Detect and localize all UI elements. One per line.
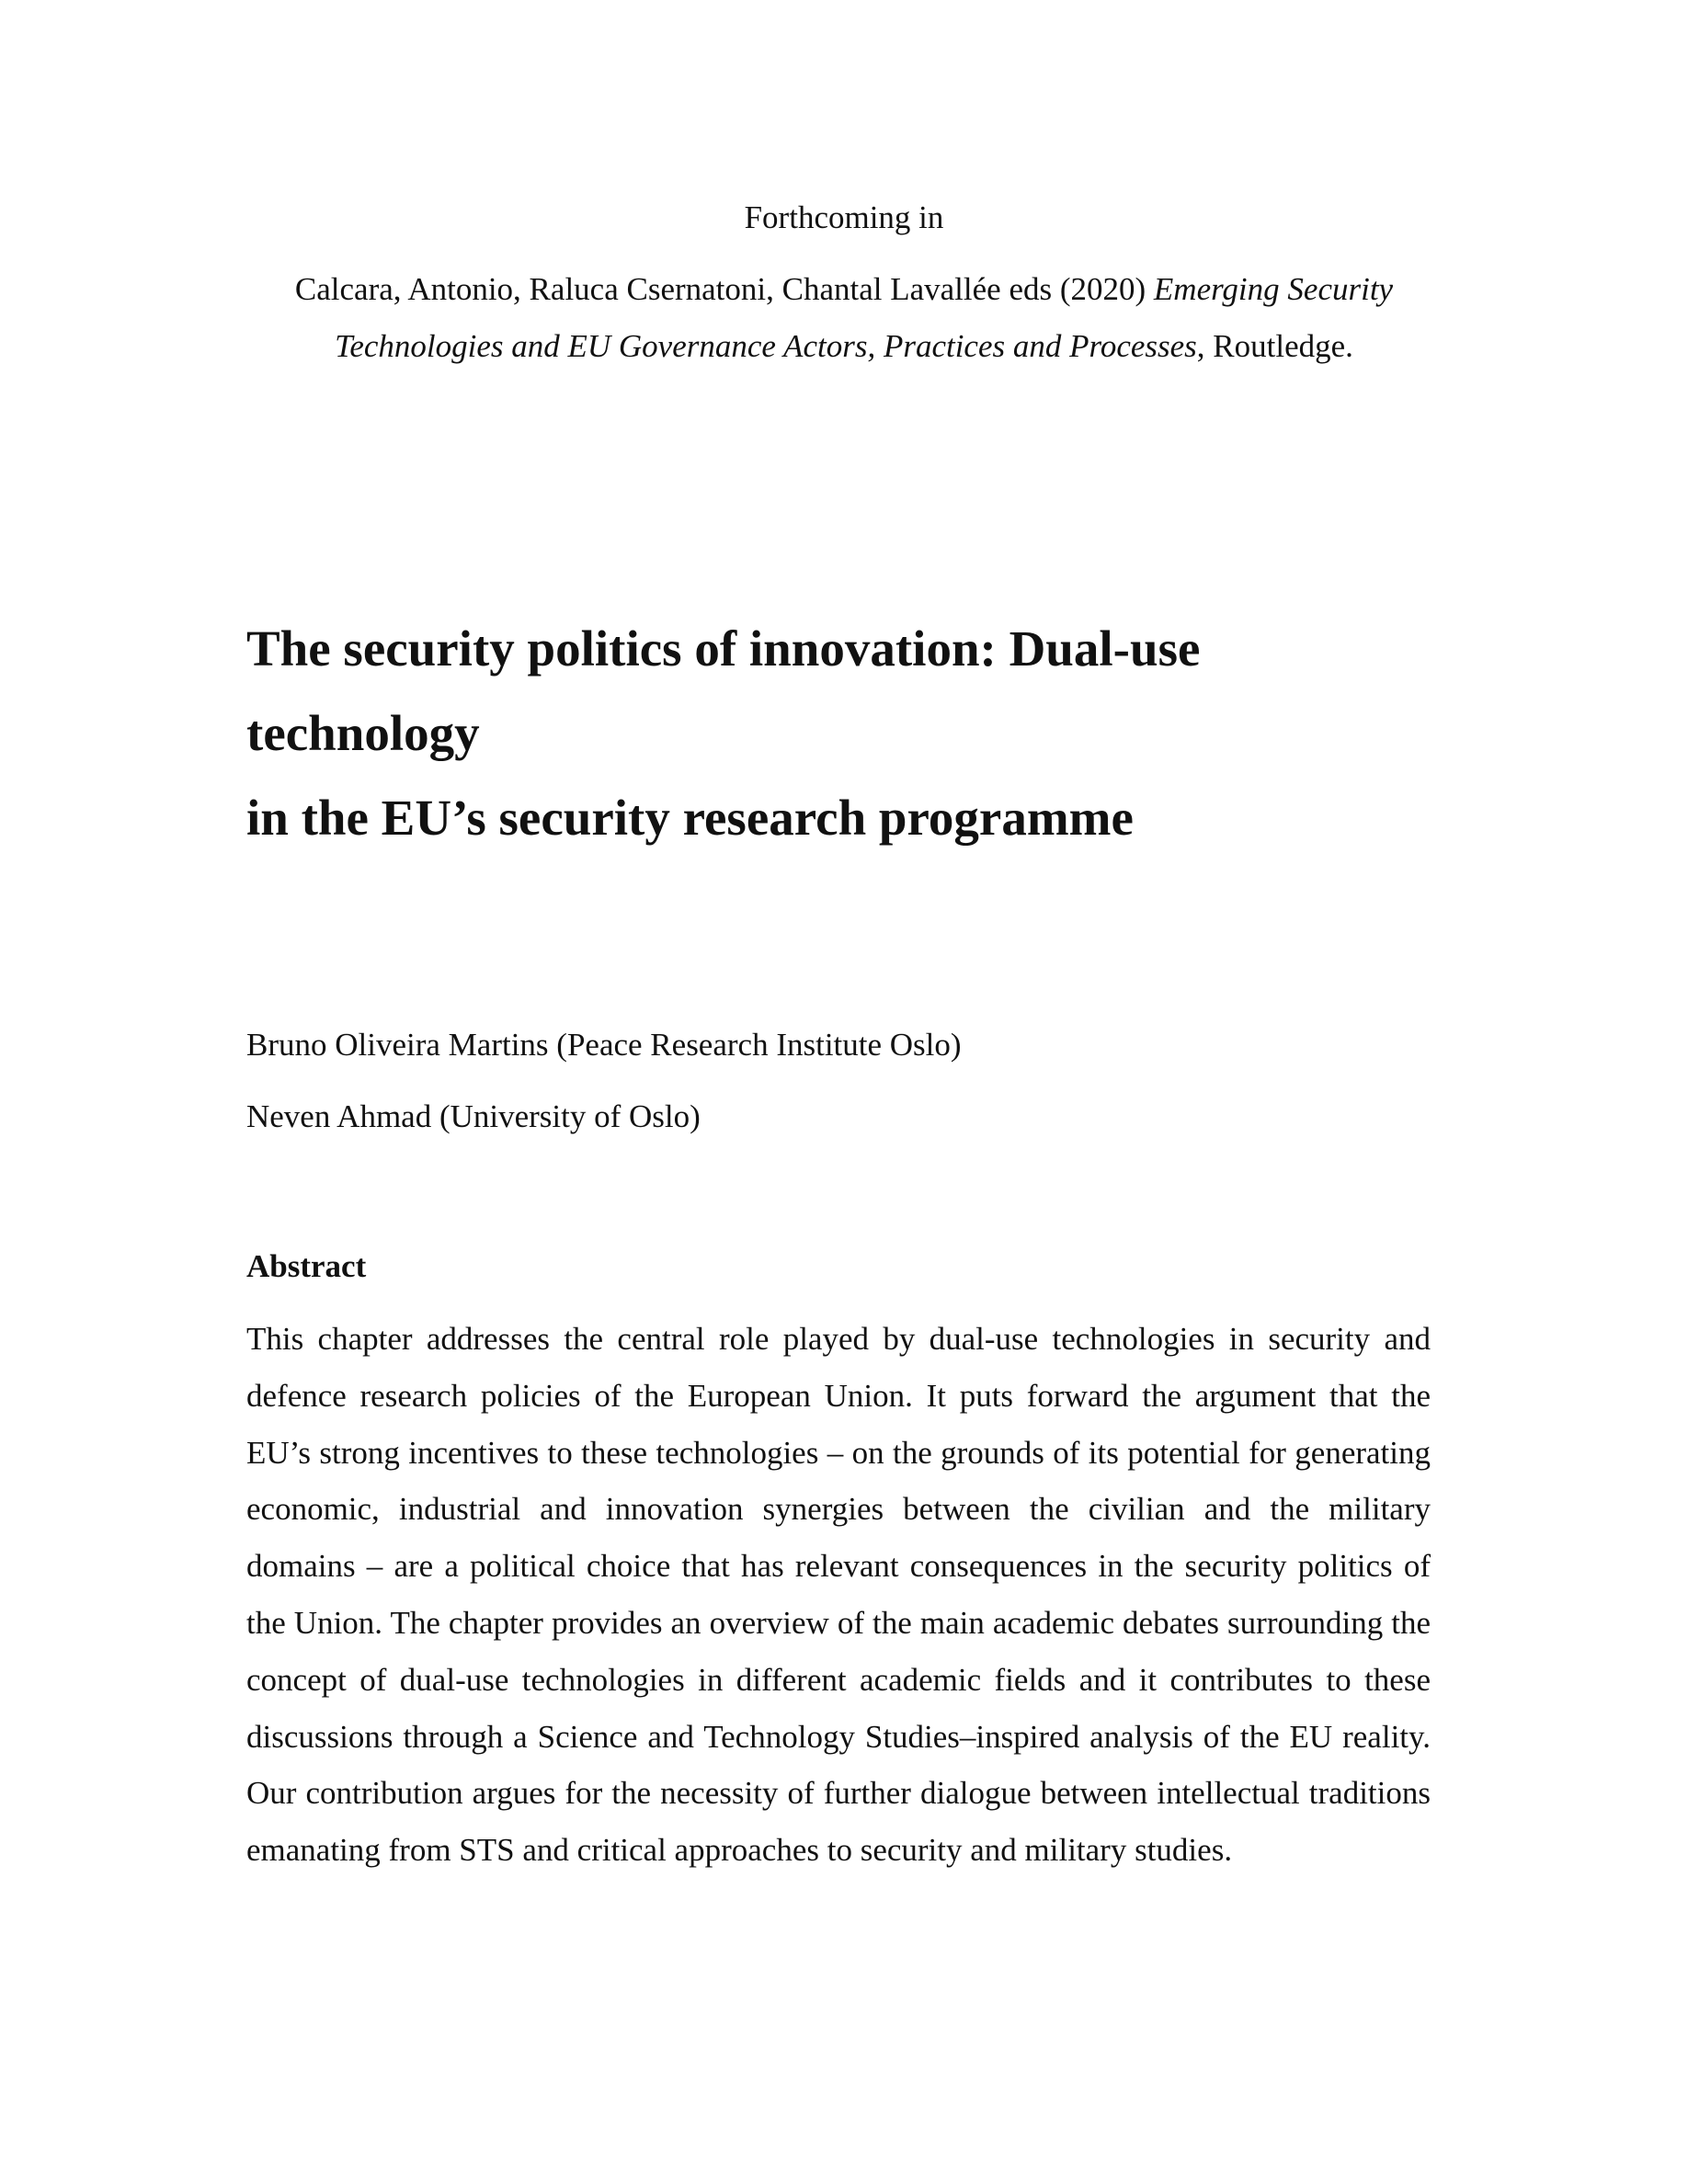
abstract-heading: Abstract xyxy=(246,1248,367,1284)
document-title xyxy=(246,607,1442,860)
citation-book-title-line2: Technologies and EU Governance Actors, Practices and Processes xyxy=(335,328,1197,364)
forthcoming-note: Forthcoming in xyxy=(744,199,944,235)
abstract-body: This chapter addresses the central role played by dual-use technologies in security and defence research policies of the European Union. It puts forward the argument that the EU’s strong incentives to these technologies – on the grounds of its potential for generating economic, industrial and innovation synergies between the civilian and the military domains – are a political choice that has relevant consequences in the security politics of the Union. The chapter provides an overview of the main academic debates surrounding the concept of dual-use technologies in different academic fields and it contributes to these discussions through a Science and Technology Studies–inspired analysis of the EU reality. Our contribution argues for the necessity of further dialogue between intellectual traditions emanating from STS and critical approaches to security and military studies. xyxy=(246,1321,1431,1869)
author-1: Bruno Oliveira Martins (Peace Research Institute Oslo) xyxy=(246,1027,962,1063)
title-line-1: The security politics of innovation: Dual-use technology xyxy=(246,620,1201,761)
title-line-2: in the EU’s security research programme xyxy=(246,790,1134,846)
author-2: Neven Ahmad (University of Oslo) xyxy=(246,1098,701,1134)
citation-book-title-line1: Emerging Security xyxy=(1153,271,1394,307)
citation-publisher: , Routledge. xyxy=(1196,328,1353,364)
citation xyxy=(0,261,1688,375)
citation-authors: Calcara, Antonio, Raluca Csernatoni, Chantal Lavallée eds (2020) xyxy=(294,271,1154,307)
